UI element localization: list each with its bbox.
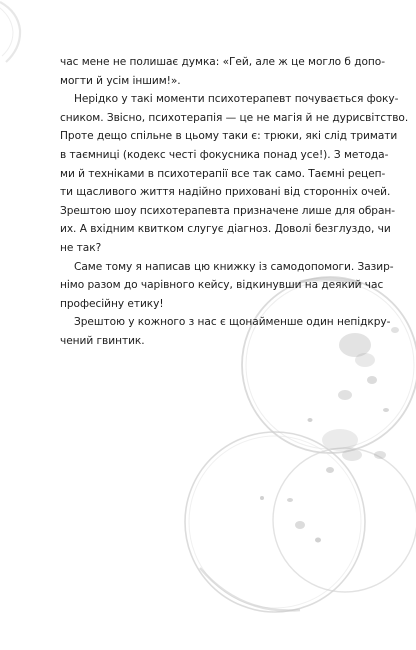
text-line: их. А вхідним квитком слугує діагноз. Доволі безглуздо, чи	[60, 223, 391, 236]
stain-splashes	[260, 327, 399, 543]
text-line: ми й техніками в психотерапії все так само. Таємні рецеп-	[60, 167, 386, 180]
body-text	[60, 53, 409, 351]
text-line: в таємниці (кодекс честі фокусника понад усе!). З метода-	[60, 148, 389, 161]
paragraph-1	[60, 53, 385, 90]
paragraph-3	[60, 258, 394, 314]
top-left-stain-ring	[0, 2, 20, 62]
text-line: чений гвинтик.	[60, 334, 145, 347]
text-line: могти й усім іншим!».	[60, 74, 181, 87]
text-line: Нерідко у такі моменти психотерапевт почувається фоку-	[74, 93, 399, 106]
text-line: Зрештою шоу психотерапевта призначене лише для обран-	[60, 204, 396, 217]
text-line: ти щасливого життя надійно приховані від сторонніх очей.	[60, 186, 391, 199]
text-line: Зрештою у кожного з нас є щонайменше один непідкру-	[74, 316, 391, 329]
paragraph-2	[60, 90, 409, 257]
text-line: час мене не полишає думка: «Гей, але ж це могло б допо-	[60, 56, 385, 68]
text-line: німо разом до чарівного кейсу, відкинувши на деякий час	[60, 279, 384, 292]
lower-stain-ring	[185, 432, 365, 612]
paragraph-4	[60, 313, 391, 350]
text-line: не так?	[60, 241, 102, 254]
text-line: Саме тому я написав цю книжку із самодопомоги. Зазир-	[74, 260, 394, 273]
right-stain-ring	[273, 448, 416, 592]
text-line: професійну етику!	[60, 297, 164, 310]
text-line: Проте дещо спільне в цьому таки є: трюки, які слід тримати	[60, 130, 398, 143]
text-line: сником. Звісно, психотерапія — це не магія й не дурисвітство.	[60, 111, 409, 124]
